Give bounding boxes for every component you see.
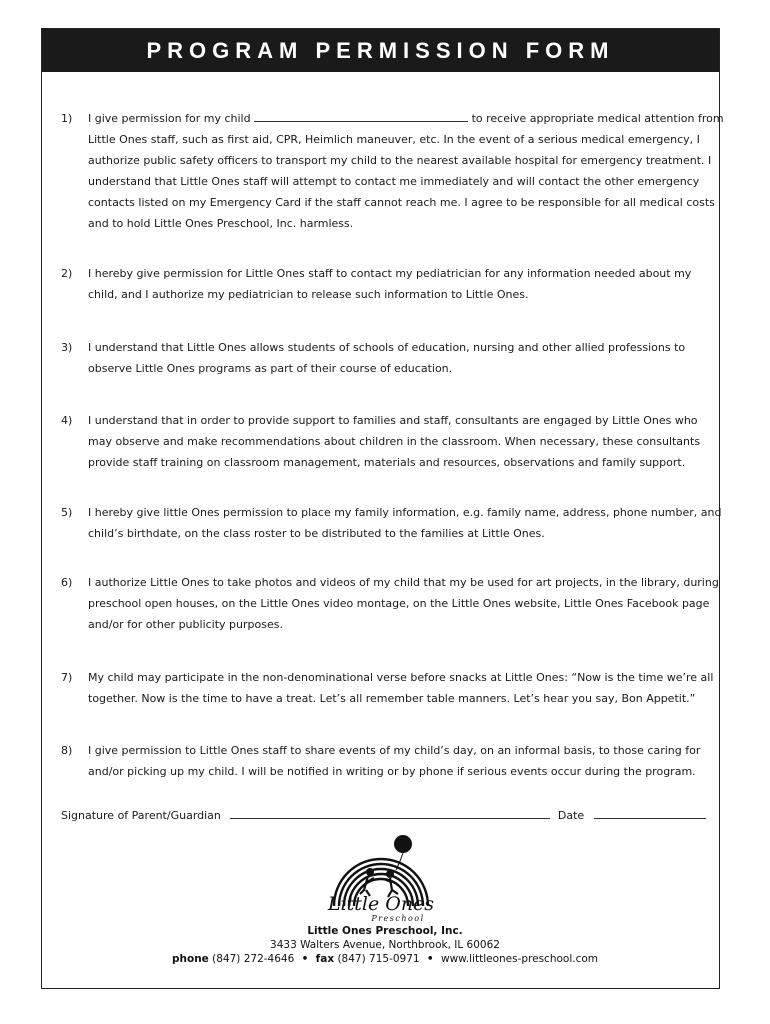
item-text: I hereby give little Ones permission to place my family information, e.g. family name, address, phone number, and child’s birthdate, on the class roster to be distributed to the families at Little Ones. (88, 506, 722, 540)
website-link[interactable]: www.littleones-preschool.com (440, 953, 599, 965)
item-number: 8) (61, 744, 73, 757)
signature-line (61, 806, 706, 825)
form-title: PROGRAM PERMISSION FORM (42, 29, 719, 72)
logo-wordmark: Little Ones (327, 893, 435, 915)
child-name-field[interactable] (254, 109, 468, 122)
item-text: I give permission for my child to receive appropriate medical attention from Little Ones staff, such as first aid, CPR, Heimlich maneuver, etc. In the event of a serious medical emergency, I authorize public safety officers to transport my child to the nearest available hospital for emergency treatment. I understand that Little Ones staff will attempt to contact me immediately and will contact the other emergency contacts listed on my Emergency Card if the staff cannot reach me. I agree to be responsible for all medical costs and to hold Little Ones Preschool, Inc. harmless. (88, 108, 724, 234)
item-number: 6) (61, 576, 73, 589)
item-number: 3) (61, 341, 73, 354)
phone-number: (847) 272-4646 (212, 953, 295, 965)
little-ones-logo (318, 830, 444, 924)
item-number: 4) (61, 414, 73, 427)
item-text: I hereby give permission for Little Ones staff to contact my pediatrician for any information needed about my child, and I authorize my pediatrician to release such information to Little Ones. (88, 267, 692, 301)
item-text: I understand that in order to provide support to families and staff, consultants are engaged by Little Ones who may observe and make recommendations about children in the classroom. When necessary, these consultants provide staff training on classroom management, materials and resources, observations and family support. (88, 414, 701, 469)
date-label: Date (557, 809, 585, 822)
footer-org: Little Ones Preschool, Inc. (307, 925, 463, 937)
phone-label: phone (171, 953, 209, 965)
bullet-separator: • (301, 953, 309, 965)
item-text: My child may participate in the non-denominational verse before snacks at Little Ones: “Now is the time we’re all together. Now is the time to have a treat. Let’s all remember table manners. Let’s hear you say, Bon Appetit.” (88, 671, 714, 705)
signature-label: Signature of Parent/Guardian (61, 809, 221, 822)
fax-label: fax (315, 953, 335, 965)
footer-address: 3433 Walters Avenue, Northbrook, IL 60062 (270, 939, 500, 951)
date-field[interactable] (594, 806, 706, 819)
item-text: I give permission to Little Ones staff to share events of my child’s day, on an informal basis, to those caring for and/or picking up my child. I will be notified in writing or by phone if serious events occur during the program. (88, 744, 701, 778)
bullet-separator: • (426, 953, 434, 965)
logo-subtitle: Preschool (371, 914, 425, 923)
item-text: I understand that Little Ones allows students of schools of education, nursing and other allied professions to observe Little Ones programs as part of their course of education. (88, 341, 686, 375)
fax-number: (847) 715-0971 (337, 953, 420, 965)
item-text: I authorize Little Ones to take photos and videos of my child that my be used for art projects, in the library, during preschool open houses, on the Little Ones video montage, on the Little Ones website, Little Ones Facebook page and/or for other publicity purposes. (88, 576, 719, 631)
item-number: 7) (61, 671, 73, 684)
signature-field[interactable] (230, 806, 550, 819)
item-number: 1) (61, 112, 73, 125)
item-number: 5) (61, 506, 73, 519)
item-number: 2) (61, 267, 73, 280)
footer-contact (0, 953, 770, 965)
